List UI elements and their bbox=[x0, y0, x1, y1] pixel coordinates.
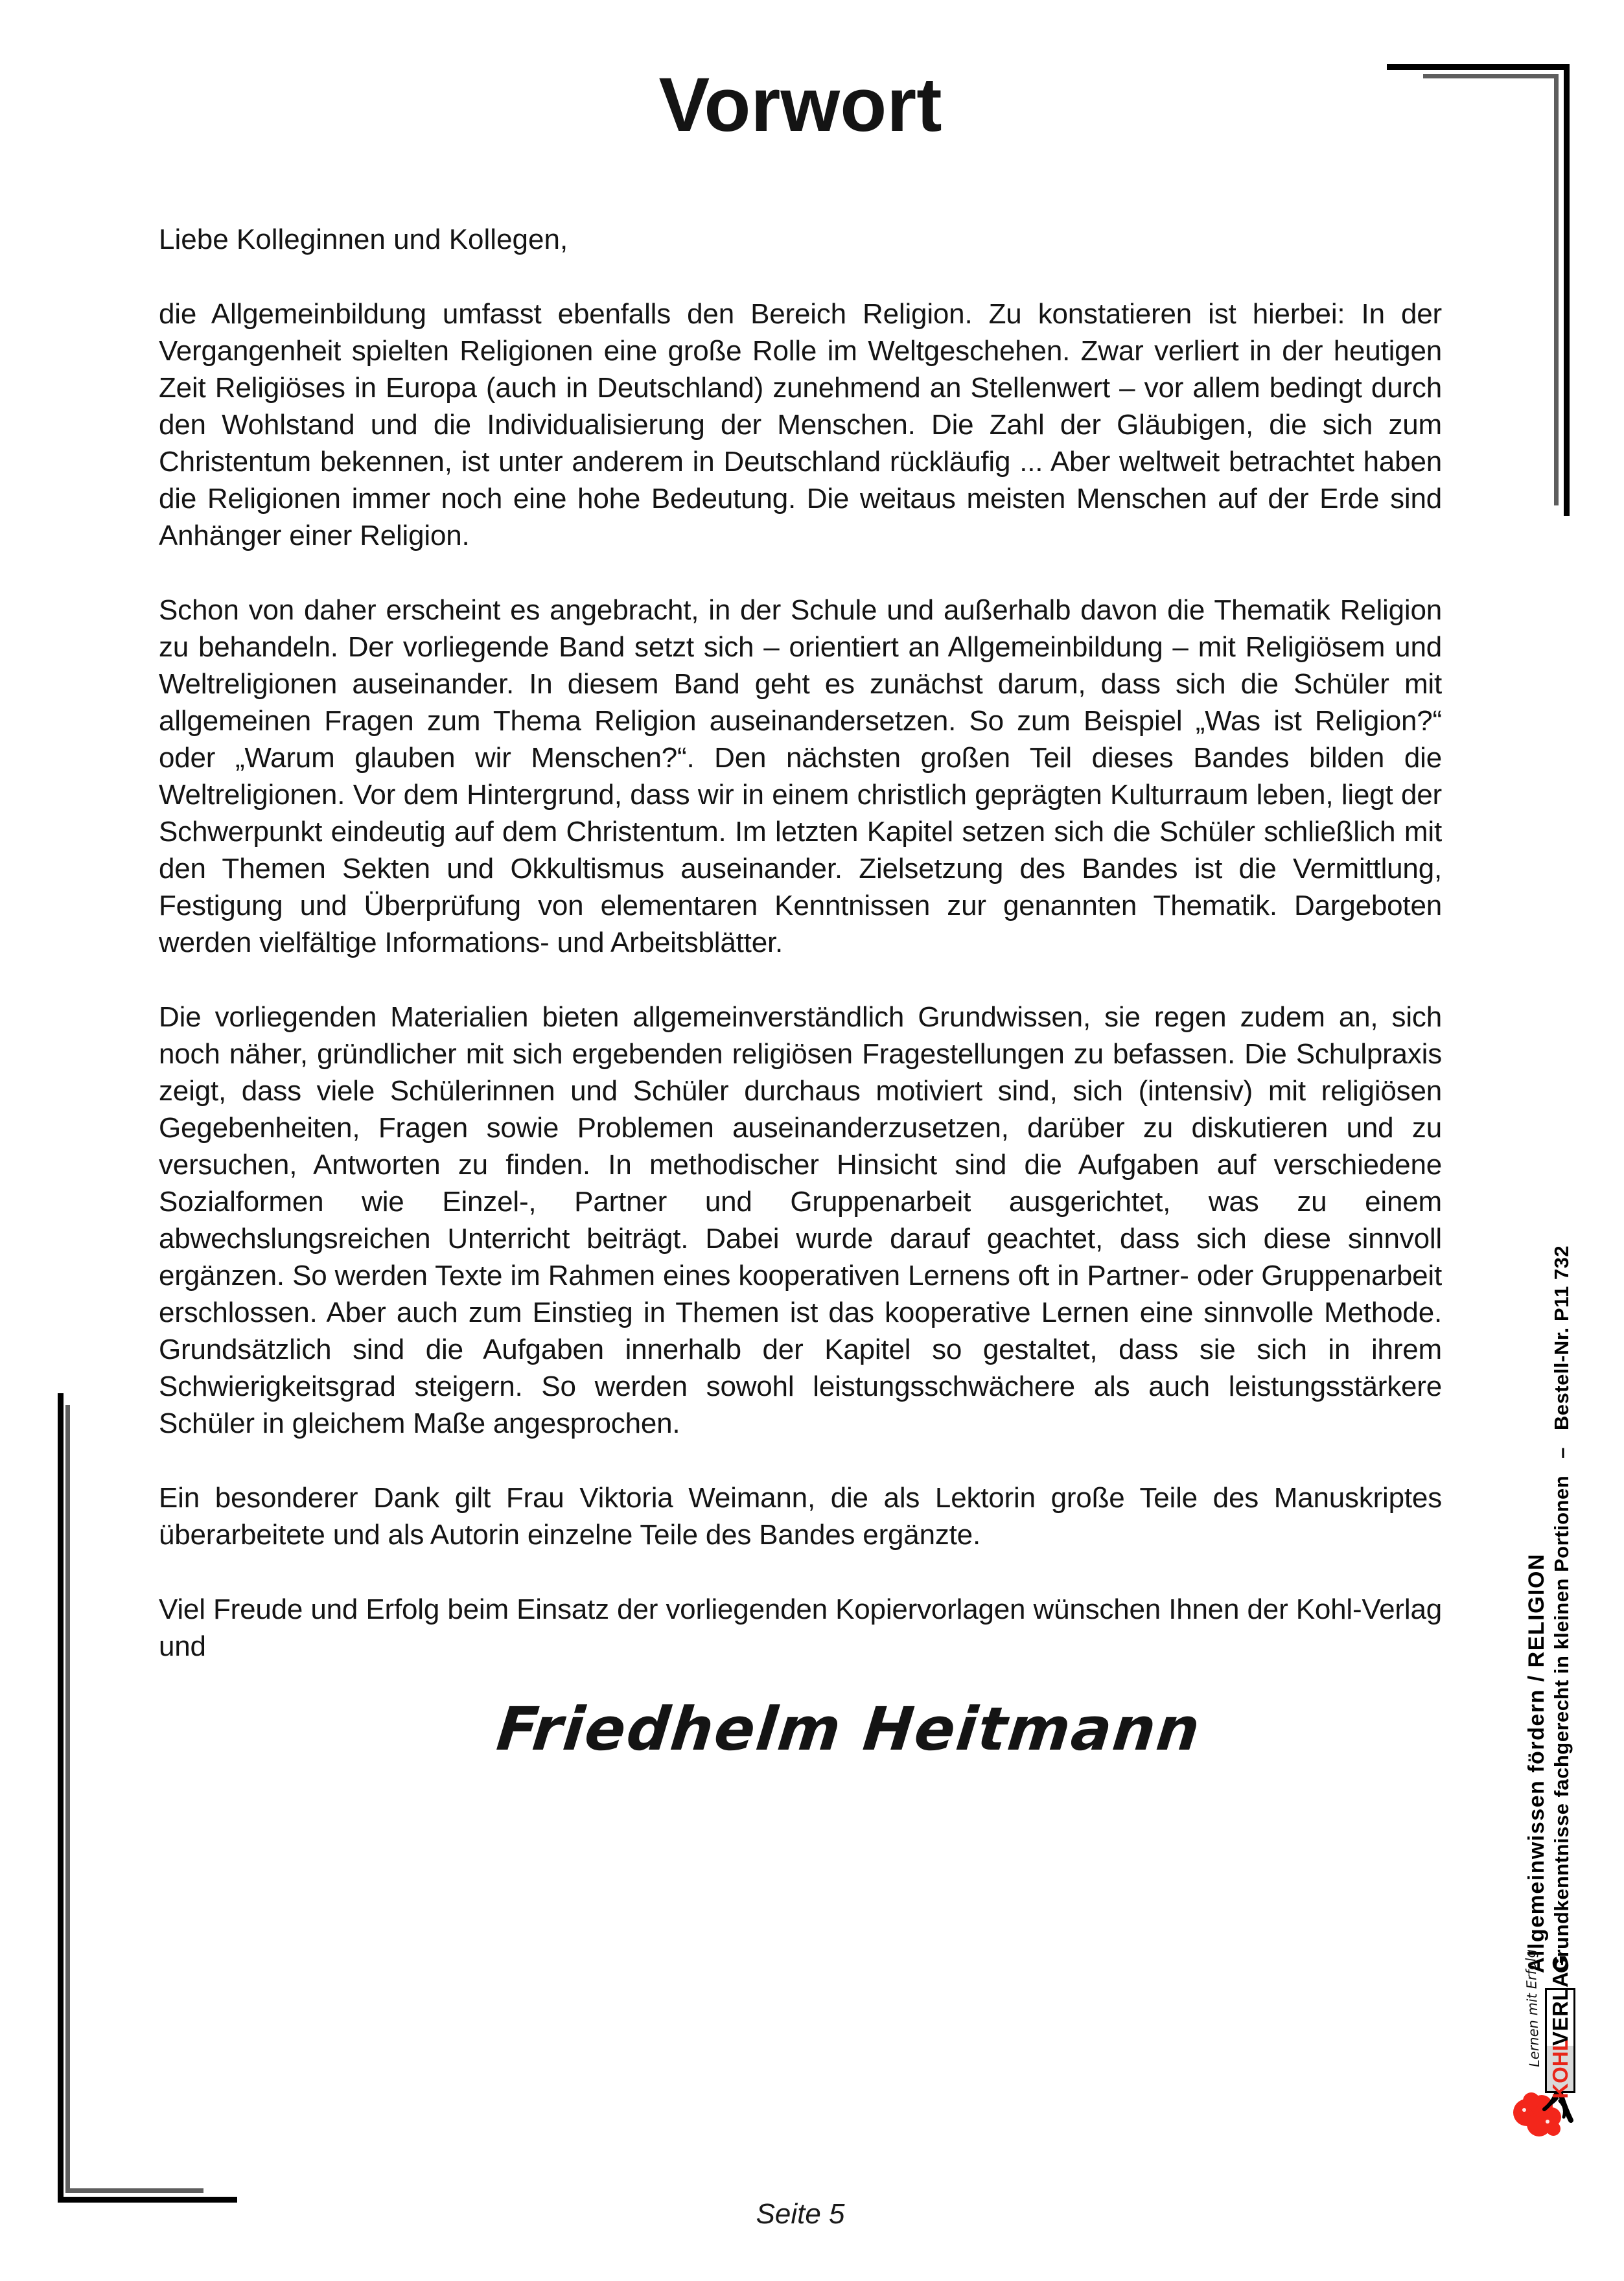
author-signature: Friedhelm Heitmann bbox=[493, 1694, 1205, 1764]
page-title: Vorwort bbox=[658, 62, 942, 148]
greeting-line: Liebe Kolleginnen und Kollegen, bbox=[159, 223, 568, 255]
sidebar-order-number: Bestell-Nr. P11 732 bbox=[1550, 1245, 1573, 1431]
logo-tagline: Lernen mit Erfolg bbox=[1522, 1949, 1543, 2068]
logo-kohl-label: KOHL bbox=[1547, 2046, 1573, 2091]
sidebar-subtitle-ordernumber bbox=[1550, 1245, 1573, 1973]
paragraph: die Allgemeinbildung umfasst ebenfalls den Bereich Religion. Zu konstatieren ist hierbei: In der Vergangenheit spielten Religionen eine große Rolle im Weltgeschehen. Zwar verliert in der heutigen Zeit Religiöses in Europa (auch in Deutschland) zunehmend an Stellenwert – vor allem bedingt durch den Wohlstand und die Individualisierung der Menschen. Die Zahl der Gläubigen, die sich zum Christentum bekennen, ist unter anderem in Deutschland rückläufig ... Aber weltweit betrachtet haben die Religionen immer noch eine hohe Bedeutung. Die weitaus meisten Menschen auf der Erde sind Anhänger einer Religion. bbox=[159, 297, 1442, 551]
sidebar-separator: – bbox=[1550, 1447, 1573, 1459]
page-number: Seite 5 bbox=[756, 2198, 845, 2230]
corner-line-bottom-left-gray-vertical bbox=[65, 1405, 70, 2193]
paragraph: Ein besonderer Dank gilt Frau Viktoria Weimann, die als Lektorin große Teile des Manuskriptes überarbeitete und als Autorin einzelne Teile des Bandes ergänzte. bbox=[159, 1481, 1442, 1551]
corner-line-top-right-gray-vertical bbox=[1554, 74, 1559, 505]
sidebar-series-title: Allgemeinwissen fördern / RELIGION bbox=[1524, 1553, 1549, 1973]
corner-line-top-right-gray-horizontal bbox=[1423, 74, 1558, 78]
page-content bbox=[159, 62, 1442, 1764]
paragraph: Die vorliegenden Materialien bieten allgemeinverständlich Grundwissen, sie regen zudem an, sich noch näher, gründlicher mit sich ergebenden religiösen Fragestellungen zu befassen. Die Schulpraxis zeigt, dass viele Schülerinnen und Schüler durchaus motiviert sind, sich (intensiv) mit religiösen Gegebenheiten, Fragen sowie Problemen auseinanderzusetzen, darüber zu diskutieren und zu versuchen, Antworten zu finden. In methodischer Hinsicht sind die Aufgaben auf verschiedene Sozialformen wie Einzel-, Partner und Gruppenarbeit ausgerichtet, was zu einem abwechslungsreichen Unterricht beiträgt. Dabei wurde darauf geachtet, dass sich diese sinnvoll ergänzen. So werden Texte im Rahmen eines kooperativen Lernens oft in Partner- oder Gruppenarbeit erschlossen. Aber auch zum Einstieg in Themen ist das kooperative Lernen eine sinnvolle Methode. Grundsätzlich sind die Aufgaben innerhalb der Kapitel so gestaltet, dass sie sich in ihrem Schwierigkeitsgrad steigern. So werden sowohl leistungsschwächere als auch leistungsstärkere Schüler in gleichem Maße angesprochen. bbox=[159, 1001, 1442, 1439]
kohl-verlag-logo bbox=[1497, 1949, 1578, 2129]
sidebar-subtitle: Grundkenntnisse fachgerecht in kleinen Portionen bbox=[1550, 1475, 1573, 1973]
corner-line-top-right-black-vertical bbox=[1564, 64, 1570, 516]
paragraph: Viel Freude und Erfolg beim Einsatz der vorliegenden Kopiervorlagen wünschen Ihnen der Kohl-Verlag und bbox=[159, 1593, 1442, 1662]
corner-line-bottom-left-gray-horizontal bbox=[65, 2188, 203, 2193]
corner-line-bottom-left-black-vertical bbox=[58, 1393, 64, 2203]
logo-verlag-label: VERLAG bbox=[1548, 1954, 1572, 2046]
logo-wordmark bbox=[1545, 1954, 1575, 2099]
paragraph: Schon von daher erscheint es angebracht, in der Schule und außerhalb davon die Thematik Religion zu behandeln. Der vorliegende Band setzt sich – orientiert an Allgemeinbildung – mit Religiösem und Weltreligionen auseinander. In diesem Band geht es zunächst darum, dass sich die Schüler mit allgemeinen Fragen zum Thema Religion auseinandersetzen. So zum Beispiel „Was ist Religion?“ oder „Warum glauben wir Menschen?“. Den nächsten großen Teil dieses Bandes bilden die Weltreligionen. Vor dem Hintergrund, dass wir in einem christlich geprägten Kulturraum leben, liegt der Schwerpunkt eindeutig auf dem Christentum. Im letzten Kapitel setzen sich die Schüler schließlich mit den Themen Sekten und Okkultismus auseinander. Zielsetzung des Bandes ist die Vermittlung, Festigung und Überprüfung von elementaren Kenntnissen zur genannten Thematik. Dargeboten werden vielfältige Informations- und Arbeitsblätter. bbox=[159, 594, 1442, 958]
